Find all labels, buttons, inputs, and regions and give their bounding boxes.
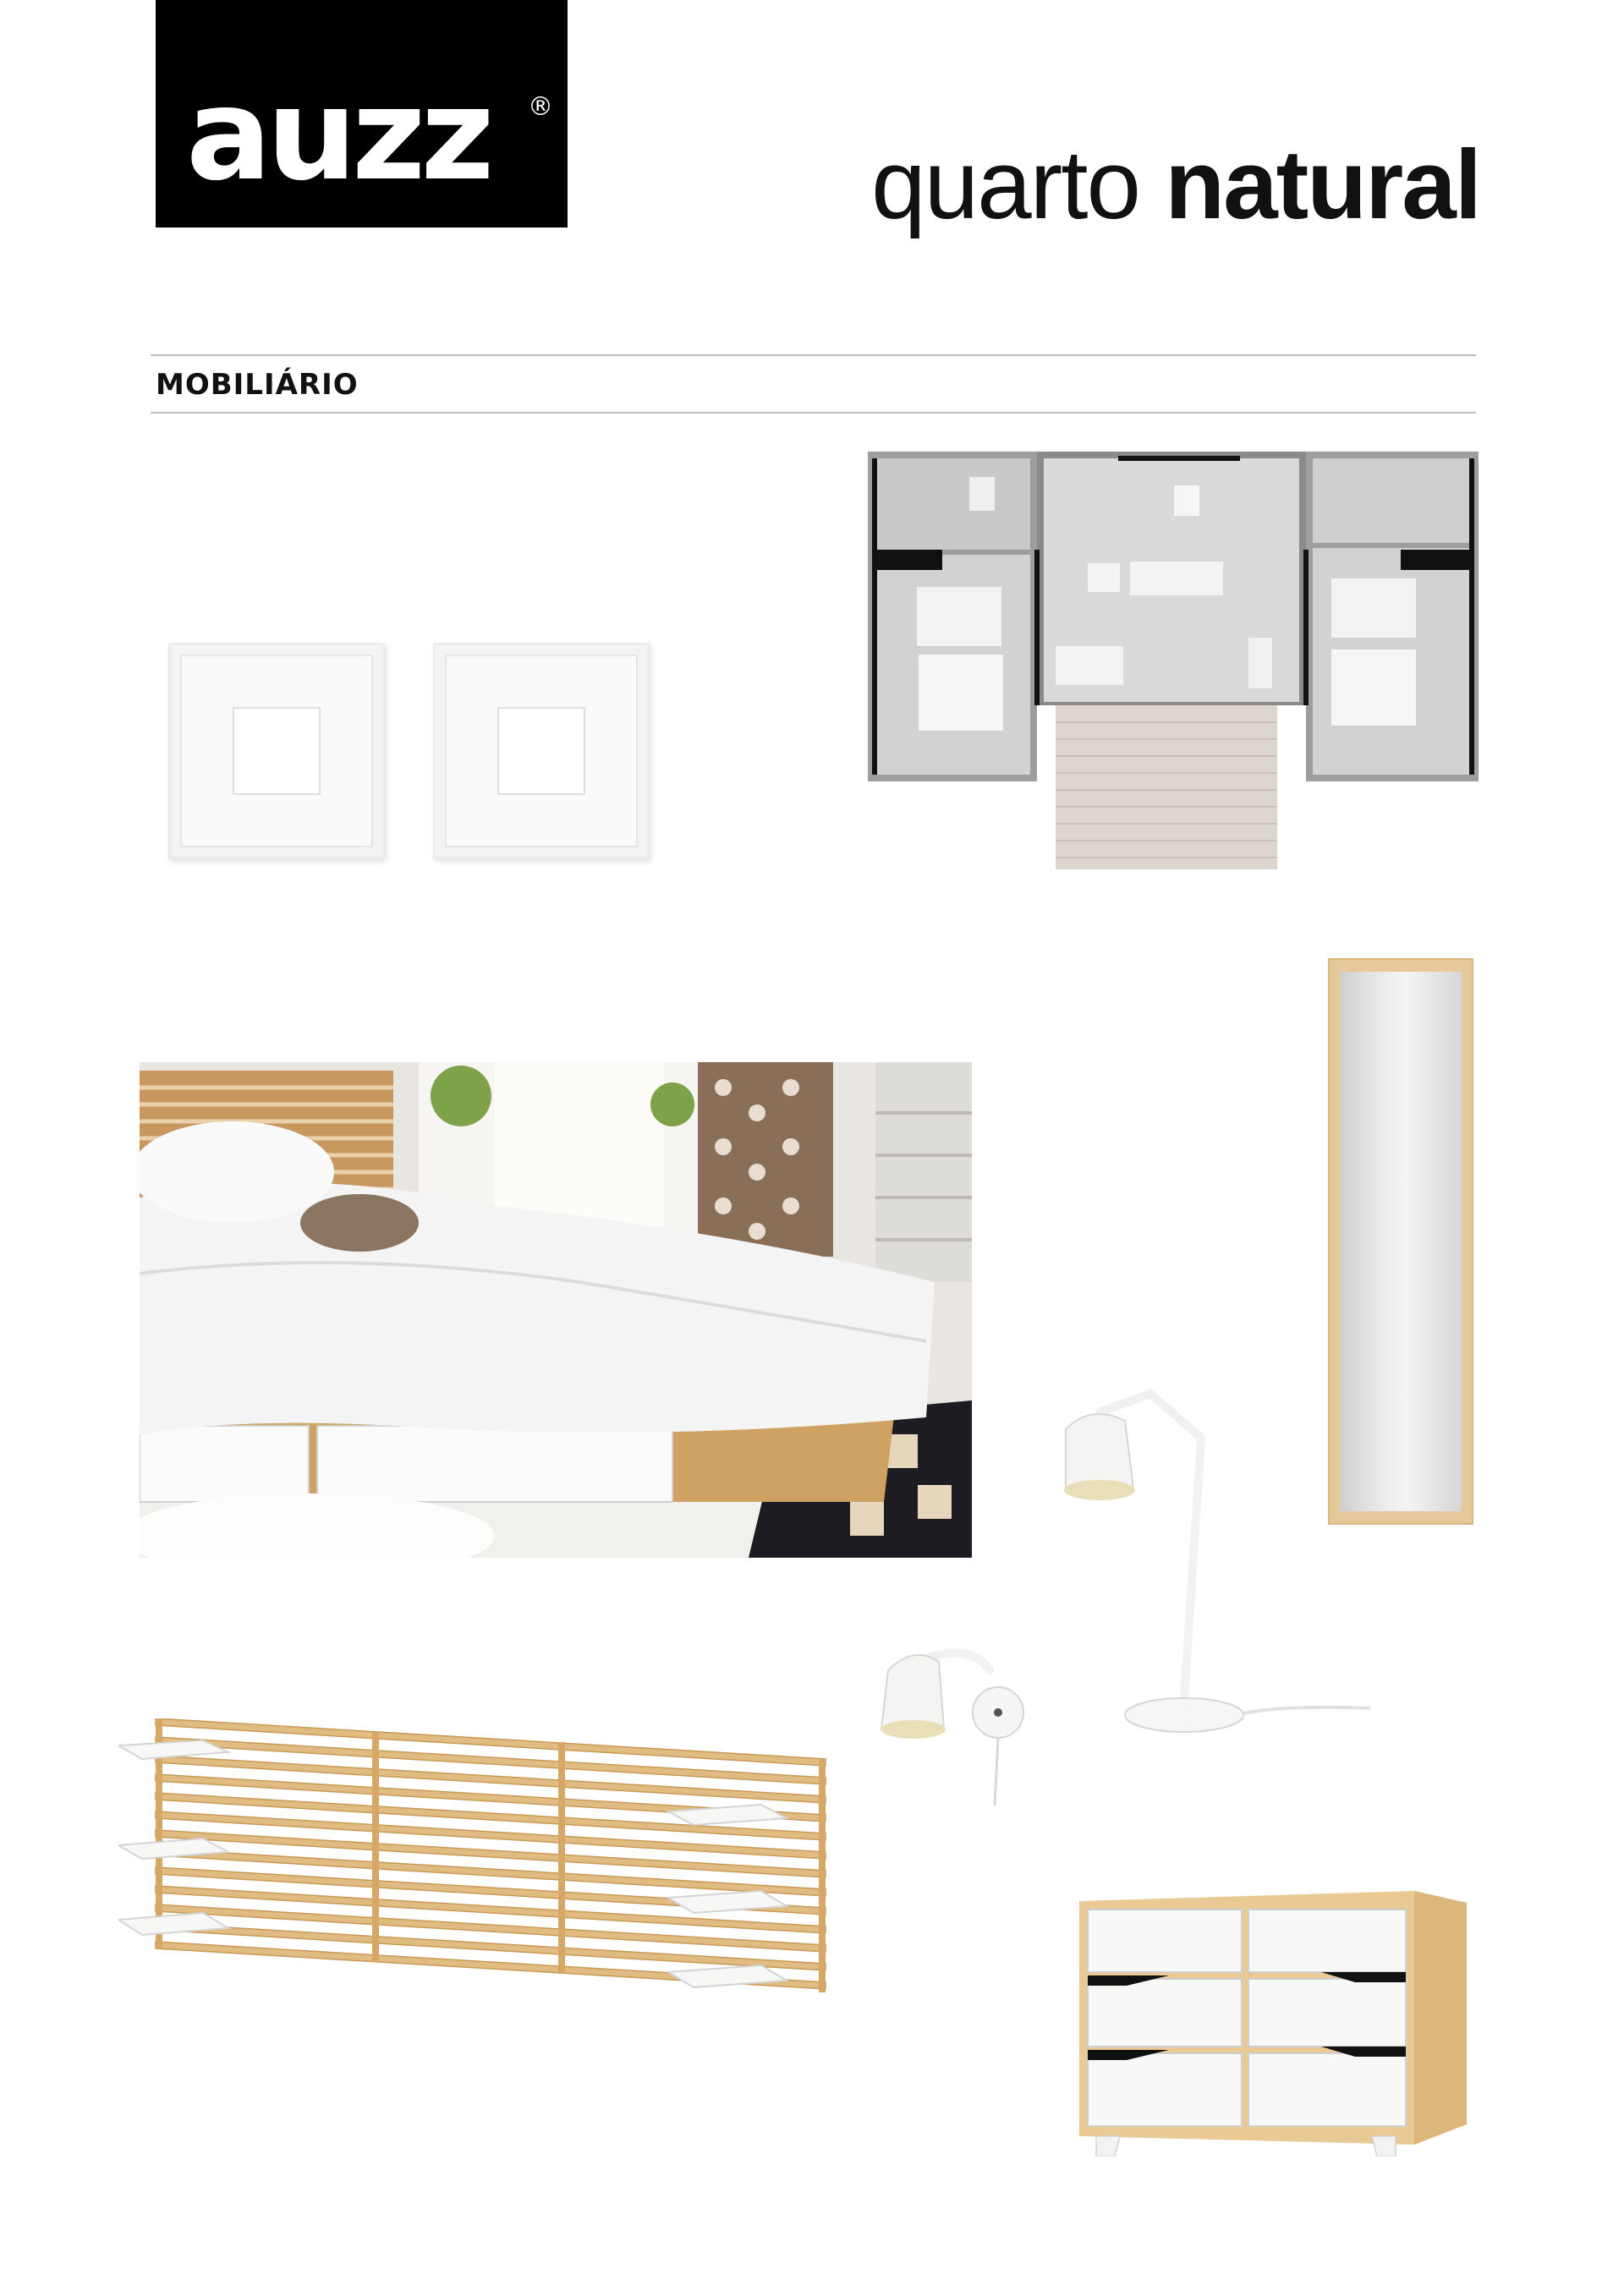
- page-title: [871, 129, 1480, 239]
- brand-logo: [156, 0, 568, 227]
- floor-plan-image: [868, 452, 1479, 869]
- section-rule-bottom: [151, 412, 1476, 414]
- title-bold: natural: [1165, 129, 1480, 239]
- logo-text: auzz: [186, 62, 490, 209]
- section-rule-top: [151, 354, 1476, 356]
- registered-mark: ®: [528, 92, 553, 122]
- picture-frame-right: [433, 643, 650, 859]
- desk-lamp: [1049, 1387, 1370, 1751]
- chest-of-drawers: [1076, 1891, 1467, 2156]
- slatted-headboard: [118, 1718, 829, 1997]
- section-label: MOBILIÁRIO: [156, 368, 359, 402]
- title-light: quarto: [871, 129, 1166, 239]
- bedroom-photo: [140, 1062, 972, 1558]
- wall-lamp: [871, 1636, 1040, 1806]
- picture-frame-left: [168, 643, 385, 859]
